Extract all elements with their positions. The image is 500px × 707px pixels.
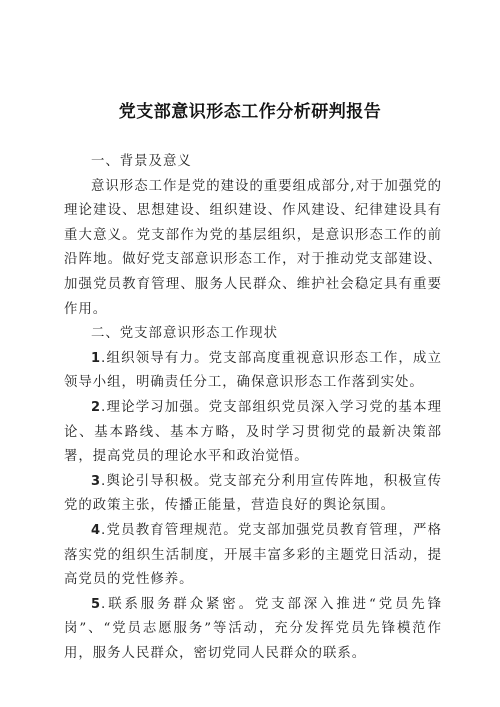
list-item-3 — [64, 470, 442, 519]
list-item-number: 1 — [91, 350, 102, 366]
list-item-text: .理论学习加强。党支部组织党员深入学习党的基本理论、基本路线、基本方略，及时学习贯彻党的最新决策部署，提高党员的理论水平和政治觉悟。 — [64, 399, 442, 465]
list-item-4 — [64, 519, 442, 593]
list-item-number: 4 — [91, 522, 102, 538]
section-heading-background: 一、背景及意义 — [91, 154, 192, 169]
list-item-5 — [64, 593, 442, 667]
section-heading-status: 二、党支部意识形态工作现状 — [91, 326, 279, 342]
list-item-number: 5 — [91, 596, 102, 612]
list-item-text: .组织领导有力。党支部高度重视意识形态工作，成立领导小组，明确责任分工，确保意识形态工作落到实处。 — [64, 350, 442, 391]
list-item-number: 3 — [91, 473, 102, 489]
list-item-1 — [64, 347, 442, 396]
list-item-2 — [64, 396, 442, 470]
paragraph-background: 意识形态工作是党的建设的重要组成部分,对于加强党的理论建设、思想建设、组织建设、作风建设、纪律建设具有重大意义。党支部作为党的基层组织，是意识形态工作的前沿阵地。做好党支部意识形态工作，对于推动党支部建设、加强党员教育管理、服务人民群众、维护社会稳定具有重要作用。 — [64, 178, 442, 317]
list-item-number: 2 — [91, 399, 102, 415]
document-title: 党支部意识形态工作分析研判报告 — [118, 102, 382, 122]
list-item-text: .联系服务群众紧密。党支部深入推进“党员先锋岗”、“党员志愿服务”等活动，充分发挥党员先锋模范作用，服务人民群众，密切党同人民群众的联系。 — [64, 596, 442, 661]
list-item-text: .党员教育管理规范。党支部加强党员教育管理，严格落实党的组织生活制度，开展丰富多彩的主题党日活动，提高党员的党性修养。 — [64, 522, 442, 588]
list-item-text: .舆论引导积极。党支部充分利用宣传阵地，积极宣传党的政策主张，传播正能量，营造良好的舆论氛围。 — [64, 473, 442, 514]
document-body — [64, 150, 442, 666]
